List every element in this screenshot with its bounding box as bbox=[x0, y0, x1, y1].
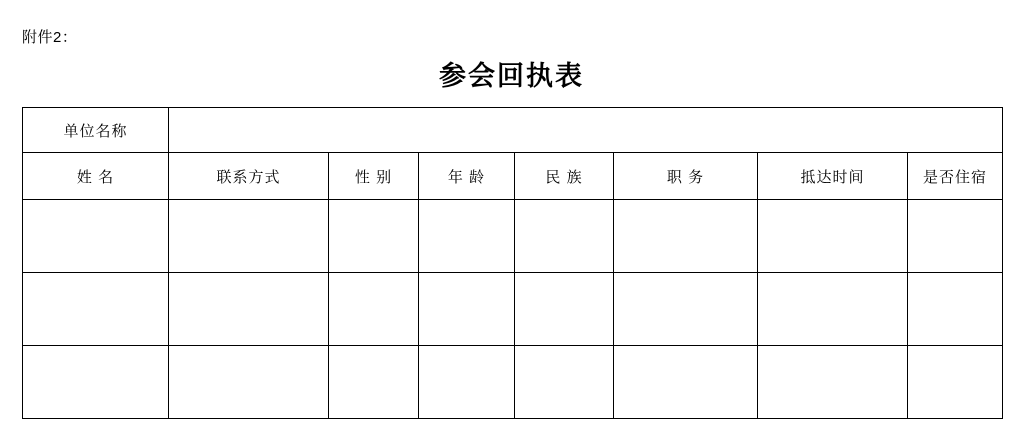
cell-name[interactable] bbox=[23, 200, 169, 273]
cell-contact[interactable] bbox=[169, 346, 329, 419]
cell-contact[interactable] bbox=[169, 200, 329, 273]
cell-position[interactable] bbox=[614, 200, 758, 273]
cell-position[interactable] bbox=[614, 273, 758, 346]
cell-position[interactable] bbox=[614, 346, 758, 419]
column-header-arrival-time: 抵达时间 bbox=[758, 153, 908, 200]
page-title: 参会回执表 bbox=[439, 61, 584, 92]
cell-age[interactable] bbox=[419, 346, 515, 419]
cell-arrival-time[interactable] bbox=[758, 200, 908, 273]
cell-gender[interactable] bbox=[329, 346, 419, 419]
column-header-gender: 性 别 bbox=[329, 153, 419, 200]
table-row bbox=[23, 346, 1003, 419]
cell-name[interactable] bbox=[23, 346, 169, 419]
cell-ethnicity[interactable] bbox=[515, 273, 614, 346]
table-row bbox=[23, 200, 1003, 273]
table-row bbox=[23, 273, 1003, 346]
table-header-row bbox=[23, 153, 1003, 200]
cell-contact[interactable] bbox=[169, 273, 329, 346]
column-header-contact: 联系方式 bbox=[169, 153, 329, 200]
column-header-name: 姓 名 bbox=[23, 153, 169, 200]
cell-ethnicity[interactable] bbox=[515, 200, 614, 273]
cell-age[interactable] bbox=[419, 273, 515, 346]
cell-accommodation[interactable] bbox=[908, 346, 1003, 419]
cell-accommodation[interactable] bbox=[908, 273, 1003, 346]
cell-gender[interactable] bbox=[329, 200, 419, 273]
column-header-accommodation: 是否住宿 bbox=[908, 153, 1003, 200]
cell-accommodation[interactable] bbox=[908, 200, 1003, 273]
attachment-label: 附件2： bbox=[22, 29, 78, 46]
cell-age[interactable] bbox=[419, 200, 515, 273]
cell-arrival-time[interactable] bbox=[758, 273, 908, 346]
cell-ethnicity[interactable] bbox=[515, 346, 614, 419]
cell-gender[interactable] bbox=[329, 273, 419, 346]
column-header-age: 年 龄 bbox=[419, 153, 515, 200]
column-header-position: 职 务 bbox=[614, 153, 758, 200]
table-row-unit bbox=[23, 108, 1003, 153]
cell-name[interactable] bbox=[23, 273, 169, 346]
unit-name-label: 单位名称 bbox=[23, 108, 169, 153]
cell-arrival-time[interactable] bbox=[758, 346, 908, 419]
column-header-ethnicity: 民 族 bbox=[515, 153, 614, 200]
receipt-table bbox=[22, 107, 1003, 419]
unit-name-value[interactable] bbox=[169, 108, 1003, 153]
